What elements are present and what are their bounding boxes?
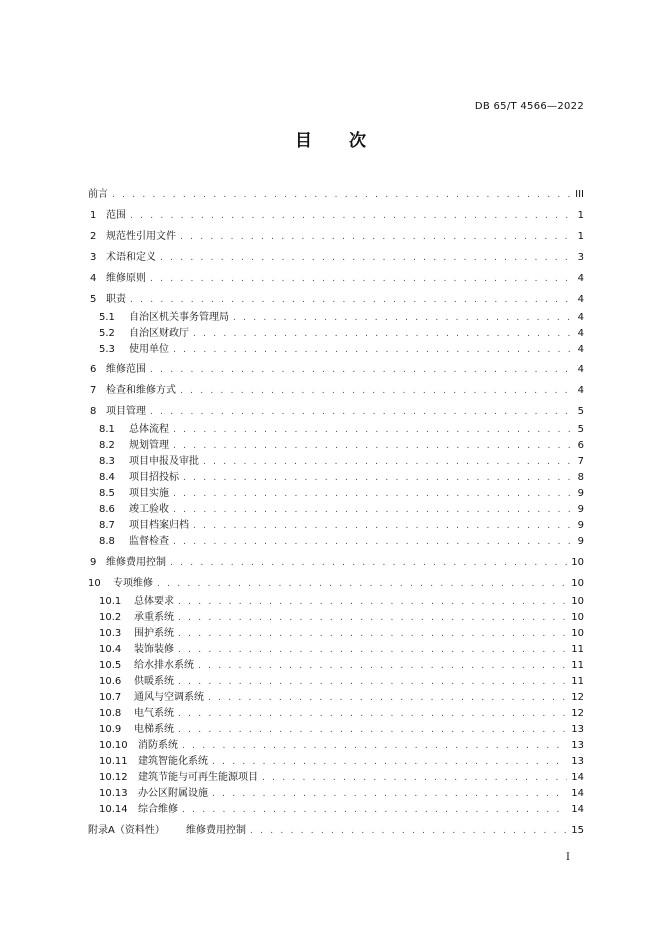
toc-dot-leader — [178, 611, 567, 625]
toc-entry-page: 5 — [577, 424, 584, 435]
toc-entry[interactable] — [0, 384, 662, 398]
toc-entry-title: 术语和定义 — [106, 252, 156, 263]
title-char-1: 目 — [295, 131, 313, 151]
toc-entry-number: 9 — [90, 557, 97, 568]
toc-entry[interactable] — [0, 755, 662, 769]
toc-entry-number: 10.13 — [99, 788, 128, 799]
toc-entry-title: 规划管理 — [129, 440, 169, 451]
toc-dot-leader — [178, 675, 567, 689]
toc-entry-page: 12 — [571, 692, 584, 703]
toc-entry-title: 维修原则 — [106, 273, 146, 284]
toc-dot-leader — [208, 691, 567, 705]
toc-entry-title: 围护系统 — [134, 628, 174, 639]
toc-entry-title: 规范性引用文件 — [106, 231, 176, 242]
toc-entry-number: 10.11 — [99, 756, 128, 767]
toc-entry-number: 1 — [90, 210, 97, 221]
toc-entry-number: 10.8 — [99, 708, 122, 719]
toc-entry[interactable] — [0, 487, 662, 501]
toc-entry-number: 8.2 — [99, 440, 115, 451]
toc-entry-title: 项目管理 — [106, 406, 146, 417]
toc-dot-leader — [150, 405, 570, 419]
toc-entry[interactable] — [0, 503, 662, 517]
toc-entry-number: 10.2 — [99, 612, 122, 623]
toc-entry-page: 4 — [577, 312, 584, 323]
toc-entry-title: 建筑智能化系统 — [138, 756, 208, 767]
toc-entry-page: 8 — [577, 472, 584, 483]
page-folio: I — [566, 852, 570, 863]
toc-dot-leader — [178, 707, 567, 721]
toc-entry-page: 9 — [577, 536, 584, 547]
toc-dot-leader — [212, 787, 567, 801]
toc-entry-number: 8.8 — [99, 536, 115, 547]
toc-entry[interactable] — [0, 327, 662, 341]
toc-entry-number: 10.5 — [99, 660, 122, 671]
toc-entry-page: 14 — [571, 788, 584, 799]
toc-entry[interactable] — [0, 423, 662, 437]
toc-entry-page: 10 — [571, 628, 584, 639]
toc-entry[interactable] — [0, 535, 662, 549]
toc-entry-title: 竣工验收 — [129, 504, 169, 515]
toc-entry-number: 10.10 — [99, 740, 128, 751]
toc-entry-page: 9 — [577, 504, 584, 515]
toc-entry-title: 自治区机关事务管理局 — [129, 312, 229, 323]
toc-entry-page: 4 — [577, 328, 584, 339]
toc-entry-number: 10.6 — [99, 676, 122, 687]
toc-entry-number: 10.9 — [99, 724, 122, 735]
toc-entry[interactable] — [0, 824, 662, 838]
toc-entry-title: 维修费用控制 — [186, 825, 246, 836]
toc-entry-page: 6 — [577, 440, 584, 451]
toc-dot-leader — [130, 293, 570, 307]
toc-dot-leader — [112, 188, 570, 202]
toc-dot-leader — [182, 803, 567, 817]
toc-entry-title: 专项维修 — [113, 578, 153, 589]
toc-entry-title: 自治区财政厅 — [129, 328, 189, 339]
toc-entry-page: 4 — [577, 344, 584, 355]
toc-dot-leader — [173, 503, 570, 517]
toc-entry-page: 15 — [571, 825, 584, 836]
toc-entry-title: 总体流程 — [129, 424, 169, 435]
toc-entry-number: 8.5 — [99, 488, 115, 499]
toc-entry-number: 10.1 — [99, 596, 122, 607]
toc-dot-leader — [173, 423, 570, 437]
toc-entry[interactable] — [0, 595, 662, 609]
toc-entry[interactable] — [0, 707, 662, 721]
toc-entry[interactable] — [0, 577, 662, 591]
toc-entry-number: 10 — [88, 578, 101, 589]
toc-entry[interactable] — [0, 405, 662, 419]
toc-entry-number: 10.12 — [99, 772, 128, 783]
title-char-2: 次 — [349, 131, 367, 151]
toc-dot-leader — [182, 739, 567, 753]
toc-entry[interactable] — [0, 771, 662, 785]
toc-entry-title: 办公区附属设施 — [138, 788, 208, 799]
toc-entry-title: 电气系统 — [134, 708, 174, 719]
toc-entry-number: 5.3 — [99, 344, 115, 355]
toc-entry-page: 1 — [577, 231, 584, 242]
toc-entry-page: 4 — [577, 294, 584, 305]
toc-dot-leader — [173, 535, 570, 549]
toc-entry-title: 职责 — [106, 294, 126, 305]
toc-dot-leader — [198, 659, 567, 673]
toc-entry-number: 8.1 — [99, 424, 115, 435]
standard-code: DB 65/T 4566—2022 — [474, 101, 584, 112]
toc-dot-leader — [180, 384, 570, 398]
toc-entry[interactable] — [0, 272, 662, 286]
toc-entry-page: 12 — [571, 708, 584, 719]
toc-entry-title: 项目实施 — [129, 488, 169, 499]
toc-dot-leader — [150, 363, 570, 377]
toc-entry[interactable] — [0, 739, 662, 753]
toc-entry-number: 6 — [90, 364, 97, 375]
toc-entry-page: 7 — [577, 456, 584, 467]
toc-dot-leader — [262, 771, 567, 785]
toc-entry-page: 14 — [571, 804, 584, 815]
toc-entry[interactable] — [0, 311, 662, 325]
toc-entry[interactable] — [0, 803, 662, 817]
toc-entry-number: 10.7 — [99, 692, 122, 703]
toc-entry-number: 8.4 — [99, 472, 115, 483]
toc-entry-title: 项目招投标 — [129, 472, 179, 483]
toc-entry-number: 2 — [90, 231, 97, 242]
toc-entry[interactable] — [0, 723, 662, 737]
toc-entry[interactable] — [0, 251, 662, 265]
toc-dot-leader — [160, 251, 570, 265]
toc-dot-leader — [150, 272, 570, 286]
toc-entry[interactable] — [0, 675, 662, 689]
toc-dot-leader — [183, 471, 570, 485]
toc-entry-title: 维修范围 — [106, 364, 146, 375]
toc-dot-leader — [212, 755, 567, 769]
toc-entry-title: 电梯系统 — [134, 724, 174, 735]
toc-entry[interactable] — [0, 343, 662, 357]
toc-dot-leader — [203, 455, 570, 469]
toc-entry-number: 7 — [90, 385, 97, 396]
toc-entry[interactable] — [0, 627, 662, 641]
toc-dot-leader — [178, 723, 567, 737]
toc-entry-title: 承重系统 — [134, 612, 174, 623]
toc-entry-title: 维修费用控制 — [106, 557, 166, 568]
toc-entry-title: 通风与空调系统 — [134, 692, 204, 703]
toc-entry-page: 4 — [577, 385, 584, 396]
toc-entry-page: 10 — [571, 612, 584, 623]
toc-entry-number: 10.14 — [99, 804, 128, 815]
toc-dot-leader — [178, 627, 567, 641]
toc-entry-page: 1 — [577, 210, 584, 221]
toc-entry-title: 综合维修 — [138, 804, 178, 815]
toc-entry-number: 5.1 — [99, 312, 115, 323]
toc-entry[interactable] — [0, 787, 662, 801]
toc-entry-number: 8.3 — [99, 456, 115, 467]
toc-dot-leader — [173, 343, 570, 357]
toc-entry-title: 使用单位 — [129, 344, 169, 355]
toc-entry[interactable] — [0, 556, 662, 570]
toc-entry-title: 总体要求 — [134, 596, 174, 607]
toc-entry-title: 项目档案归档 — [129, 520, 189, 531]
toc-entry[interactable] — [0, 691, 662, 705]
toc-entry-page: 5 — [577, 406, 584, 417]
toc-dot-leader — [233, 311, 570, 325]
toc-dot-leader — [180, 230, 570, 244]
toc-dot-leader — [178, 595, 567, 609]
toc-entry-title: 监督检查 — [129, 536, 169, 547]
toc-entry-title: 建筑节能与可再生能源项目 — [138, 772, 258, 783]
toc-dot-leader — [170, 556, 567, 570]
toc-entry-page: 10 — [571, 578, 584, 589]
toc-entry-page: 11 — [571, 660, 584, 671]
toc-entry-number: 10.4 — [99, 644, 122, 655]
toc-entry-number: 10.3 — [99, 628, 122, 639]
toc-entry-number: 附录A（资料性） — [88, 825, 165, 836]
toc-entry-page: 11 — [571, 676, 584, 687]
toc-entry[interactable] — [0, 519, 662, 533]
toc-entry[interactable] — [0, 293, 662, 307]
toc-entry-title: 给水排水系统 — [134, 660, 194, 671]
toc-entry-page: 10 — [571, 557, 584, 568]
toc-entry-page: 4 — [577, 364, 584, 375]
toc-dot-leader — [173, 439, 570, 453]
toc-entry-page: 14 — [571, 772, 584, 783]
toc-entry-page: 13 — [571, 740, 584, 751]
toc-entry-title: 范围 — [106, 210, 126, 221]
toc-entry-number: 5.2 — [99, 328, 115, 339]
toc-entry-page: 9 — [577, 520, 584, 531]
toc-entry-page: 10 — [571, 596, 584, 607]
toc-dot-leader — [173, 487, 570, 501]
toc-entry[interactable] — [0, 455, 662, 469]
toc-entry-title: 项目申报及审批 — [129, 456, 199, 467]
toc-entry[interactable] — [0, 439, 662, 453]
toc-entry[interactable] — [0, 471, 662, 485]
toc-entry[interactable] — [0, 230, 662, 244]
toc-entry[interactable] — [0, 363, 662, 377]
toc-entry-number: 3 — [90, 252, 97, 263]
toc-entry-title: 检查和维修方式 — [106, 385, 176, 396]
toc-entry-title: 消防系统 — [138, 740, 178, 751]
toc-entry-number: 8 — [90, 406, 97, 417]
toc-entry[interactable] — [0, 188, 662, 202]
toc-dot-leader — [250, 824, 567, 838]
toc-entry-page: 3 — [577, 252, 584, 263]
toc-entry-number: 8.6 — [99, 504, 115, 515]
page-title — [0, 126, 662, 151]
toc-entry-title: 供暖系统 — [134, 676, 174, 687]
toc-dot-leader — [178, 643, 567, 657]
toc-entry-page: 9 — [577, 488, 584, 499]
toc-entry-number: 8.7 — [99, 520, 115, 531]
toc-entry-page: 13 — [571, 724, 584, 735]
toc-entry-page: 11 — [571, 644, 584, 655]
toc-entry[interactable] — [0, 643, 662, 657]
toc-entry-title: 装饰装修 — [134, 644, 174, 655]
toc-entry-page: III — [575, 189, 584, 200]
toc-dot-leader — [193, 519, 570, 533]
toc-entry[interactable] — [0, 209, 662, 223]
toc-dot-leader — [193, 327, 570, 341]
toc-entry-number: 5 — [90, 294, 97, 305]
toc-dot-leader — [157, 577, 567, 591]
toc-dot-leader — [130, 209, 570, 223]
toc-entry-number: 4 — [90, 273, 97, 284]
toc-entry[interactable] — [0, 611, 662, 625]
toc-entry-title: 前言 — [88, 189, 108, 200]
toc-entry[interactable] — [0, 659, 662, 673]
toc-entry-page: 13 — [571, 756, 584, 767]
toc-entry-page: 4 — [577, 273, 584, 284]
